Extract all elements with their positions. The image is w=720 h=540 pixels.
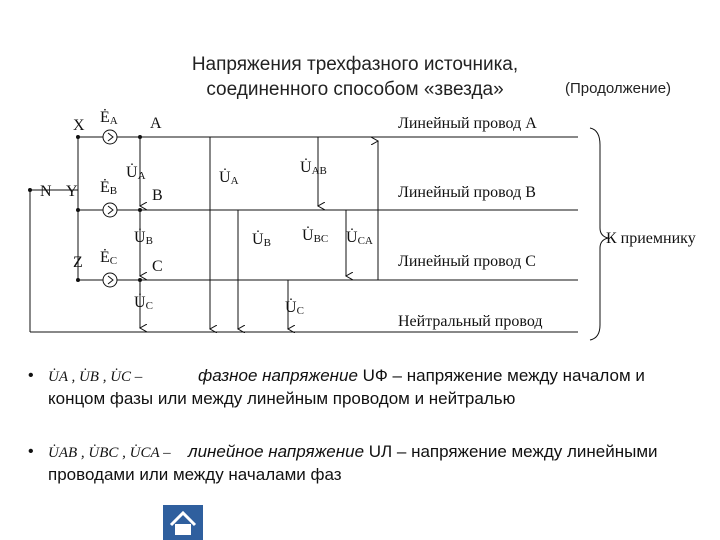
label-UA-source: U̇A — [126, 164, 146, 182]
home-icon — [163, 505, 203, 540]
label-UCA: U̇CA — [346, 229, 373, 247]
label-Y: Y — [66, 183, 78, 200]
continuation-label: (Продолжение) — [565, 80, 672, 97]
label-line-A: Линейный провод А — [398, 115, 537, 132]
bullet-1-symbols: U̇A , U̇B , U̇C – — [48, 369, 143, 385]
label-UB-source: U̇B — [134, 229, 153, 247]
label-line-C: Линейный провод С — [398, 253, 536, 270]
label-UAB: U̇AB — [300, 159, 327, 177]
bullet-1 — [48, 365, 668, 410]
bullet-2-text: UЛ – напряжение между линейными проводами или между началами фаз — [48, 442, 658, 484]
label-UB-phase: U̇B — [252, 231, 271, 249]
bullet-2-term: линейное напряжение — [188, 442, 365, 461]
source-C-symbol — [103, 273, 117, 287]
label-X: X — [73, 117, 85, 134]
bullet-2 — [48, 441, 668, 486]
bullet-1-term: фазное напряжение — [198, 366, 358, 385]
label-B: B — [152, 187, 163, 204]
label-receiver: К приемнику — [606, 230, 696, 247]
label-EA: ĖA — [100, 109, 118, 127]
label-Z: Z — [73, 254, 83, 271]
label-neutral: Нейтральный провод — [398, 313, 543, 330]
title-line-2: соединенного способом «звезда» — [206, 79, 504, 100]
source-A-symbol — [103, 130, 117, 144]
label-EC: ĖC — [100, 249, 118, 267]
label-UC-phase: U̇C — [285, 299, 304, 317]
label-line-B: Линейный провод В — [398, 184, 536, 201]
home-button[interactable] — [163, 505, 203, 540]
title-line-1: Напряжения трехфазного источника, — [191, 54, 519, 75]
label-A: A — [150, 115, 162, 132]
label-EB: ĖB — [100, 179, 118, 197]
label-UA-phase: U̇A — [219, 169, 239, 187]
bullet-1-text: UФ – напряжение между началом и концом фазы или между линейным проводом и нейтралью — [48, 366, 645, 408]
label-N: N — [40, 183, 52, 200]
bullet-2-marker: • — [28, 443, 34, 460]
label-UBC: U̇BC — [302, 227, 329, 245]
label-C: C — [152, 258, 163, 275]
bullet-2-symbols: U̇AB , U̇BC , U̇CA – — [48, 445, 171, 461]
bullet-1-marker: • — [28, 367, 34, 384]
label-UC-source: U̇C — [134, 294, 153, 312]
source-B-symbol — [103, 203, 117, 217]
